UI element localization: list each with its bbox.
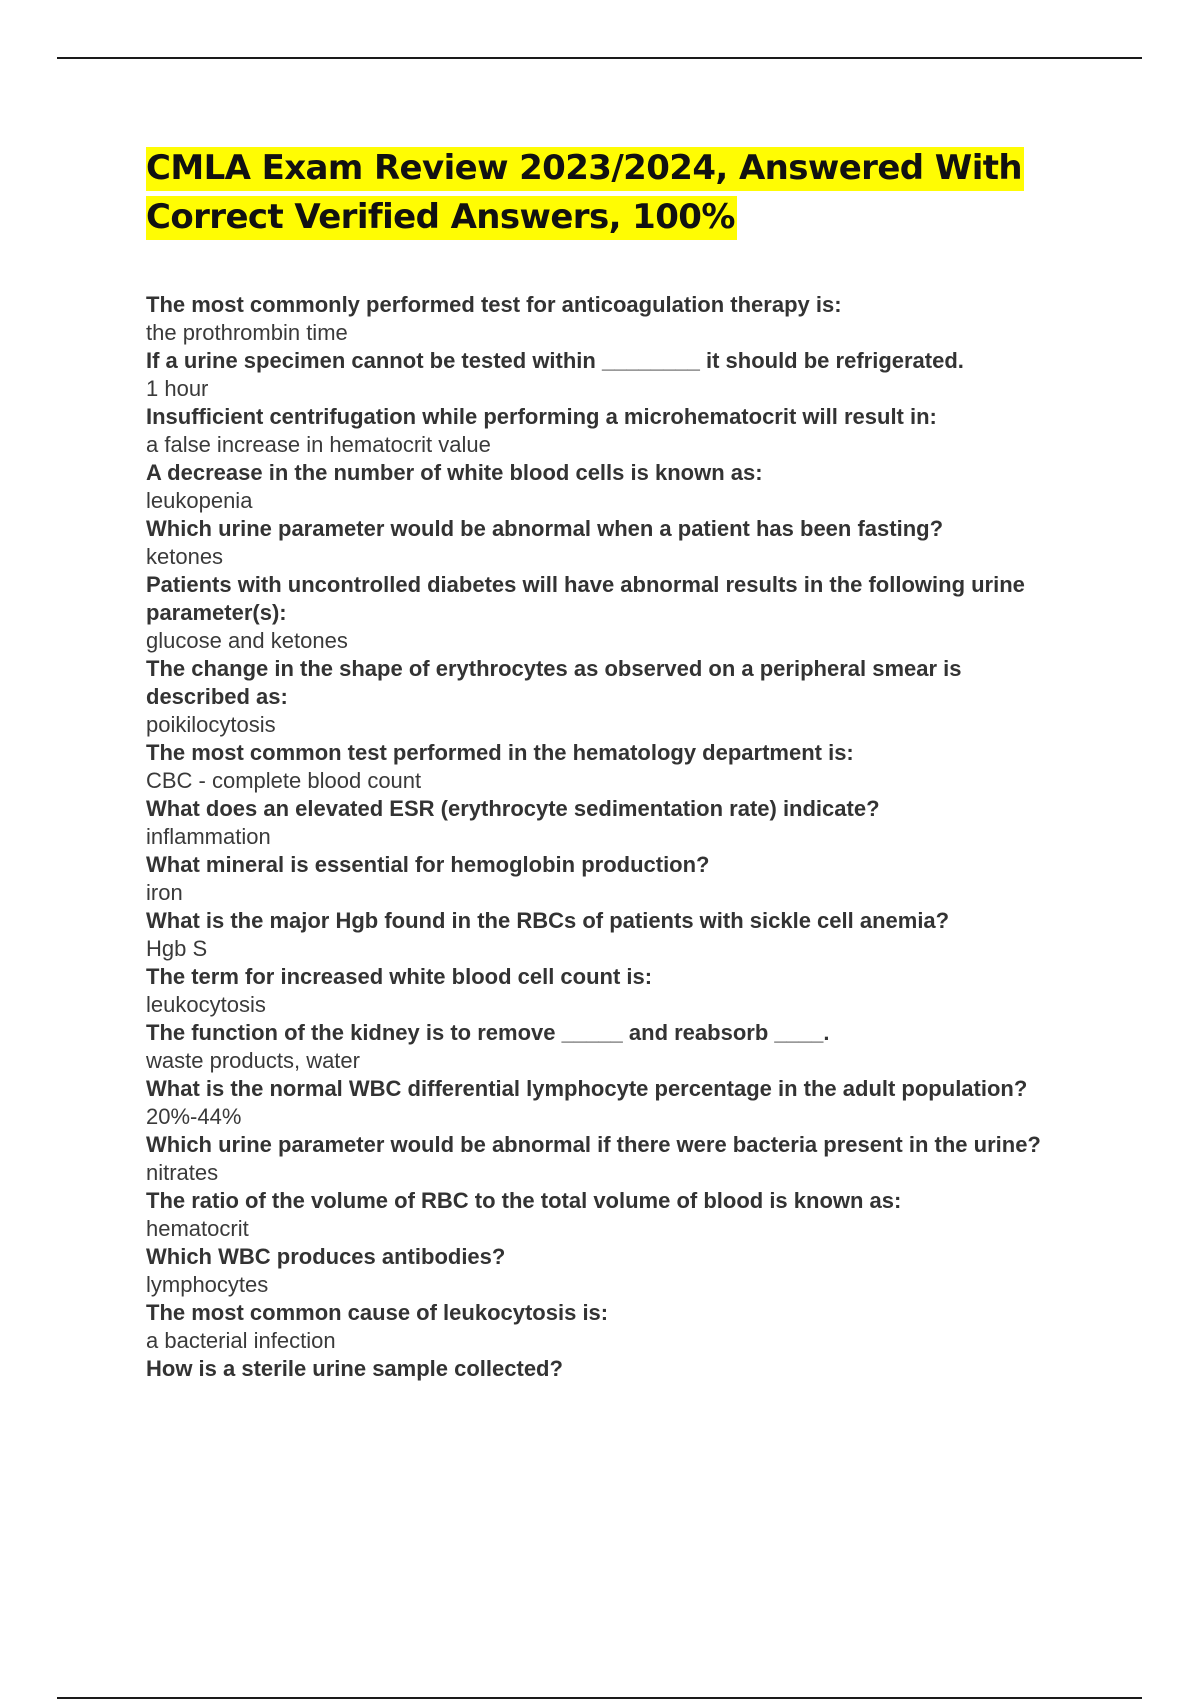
answer-text: glucose and ketones — [146, 628, 348, 653]
qa-item — [146, 403, 1066, 459]
qa-item — [146, 963, 1066, 1019]
qa-item — [146, 1243, 1066, 1299]
qa-item — [146, 739, 1066, 795]
question-text: The term for increased white blood cell count is: — [146, 964, 653, 989]
qa-item — [146, 571, 1066, 655]
question-text: How is a sterile urine sample collected? — [146, 1356, 563, 1381]
qa-item — [146, 1131, 1066, 1187]
answer-text: waste products, water — [146, 1048, 360, 1073]
qa-item — [146, 1355, 1066, 1383]
question-text: A decrease in the number of white blood cells is known as: — [146, 460, 763, 485]
question-text: Which urine parameter would be abnormal when a patient has been fasting? — [146, 516, 944, 541]
answer-text: lymphocytes — [146, 1272, 269, 1297]
answer-text: CBC - complete blood count — [146, 768, 422, 793]
answer-text: nitrates — [146, 1160, 219, 1185]
title-line-1: CMLA Exam Review 2023/2024, Answered With — [146, 147, 1024, 191]
question-text: The change in the shape of erythrocytes as observed on a peripheral smear is described as: — [146, 656, 962, 709]
answer-text: iron — [146, 880, 183, 905]
question-text: The most common test performed in the hematology department is: — [146, 740, 854, 765]
qa-item — [146, 655, 1066, 739]
qa-item — [146, 1299, 1066, 1355]
question-text: Patients with uncontrolled diabetes will have abnormal results in the following urine parameter(s): — [146, 572, 1025, 625]
qa-item — [146, 515, 1066, 571]
qa-item — [146, 795, 1066, 851]
answer-text: 1 hour — [146, 376, 209, 401]
question-text: The most common cause of leukocytosis is: — [146, 1300, 609, 1325]
top-rule — [57, 57, 1142, 59]
qa-item — [146, 851, 1066, 907]
qa-item — [146, 1187, 1066, 1243]
qa-item — [146, 1019, 1066, 1075]
qa-item — [146, 907, 1066, 963]
answer-text: Hgb S — [146, 936, 208, 961]
question-text: What does an elevated ESR (erythrocyte sedimentation rate) indicate? — [146, 796, 880, 821]
answer-text: ketones — [146, 544, 224, 569]
qa-list — [146, 291, 1066, 1383]
question-text: If a urine specimen cannot be tested within ________ it should be refrigerated. — [146, 348, 964, 373]
answer-text: the prothrombin time — [146, 320, 348, 345]
qa-item — [146, 459, 1066, 515]
answer-text: leukocytosis — [146, 992, 266, 1017]
answer-text: a bacterial infection — [146, 1328, 336, 1353]
bottom-rule — [57, 1697, 1142, 1699]
question-text: The ratio of the volume of RBC to the total volume of blood is known as: — [146, 1188, 902, 1213]
question-text: What mineral is essential for hemoglobin production? — [146, 852, 710, 877]
question-text: Which urine parameter would be abnormal if there were bacteria present in the urine? — [146, 1132, 1041, 1157]
question-text: Which WBC produces antibodies? — [146, 1244, 506, 1269]
question-text: The function of the kidney is to remove _____ and reabsorb ____. — [146, 1020, 830, 1045]
answer-text: a false increase in hematocrit value — [146, 432, 491, 457]
answer-text: hematocrit — [146, 1216, 249, 1241]
qa-item — [146, 347, 1066, 403]
question-text: What is the normal WBC differential lymphocyte percentage in the adult population? — [146, 1076, 1028, 1101]
title-line-2: Correct Verified Answers, 100% — [146, 196, 737, 240]
question-text: The most commonly performed test for anticoagulation therapy is: — [146, 292, 842, 317]
qa-item — [146, 291, 1066, 347]
document-title — [146, 144, 1046, 242]
answer-text: inflammation — [146, 824, 271, 849]
answer-text: leukopenia — [146, 488, 253, 513]
question-text: Insufficient centrifugation while performing a microhematocrit will result in: — [146, 404, 937, 429]
answer-text: poikilocytosis — [146, 712, 276, 737]
question-text: What is the major Hgb found in the RBCs of patients with sickle cell anemia? — [146, 908, 950, 933]
answer-text: 20%-44% — [146, 1104, 242, 1129]
qa-item — [146, 1075, 1066, 1131]
